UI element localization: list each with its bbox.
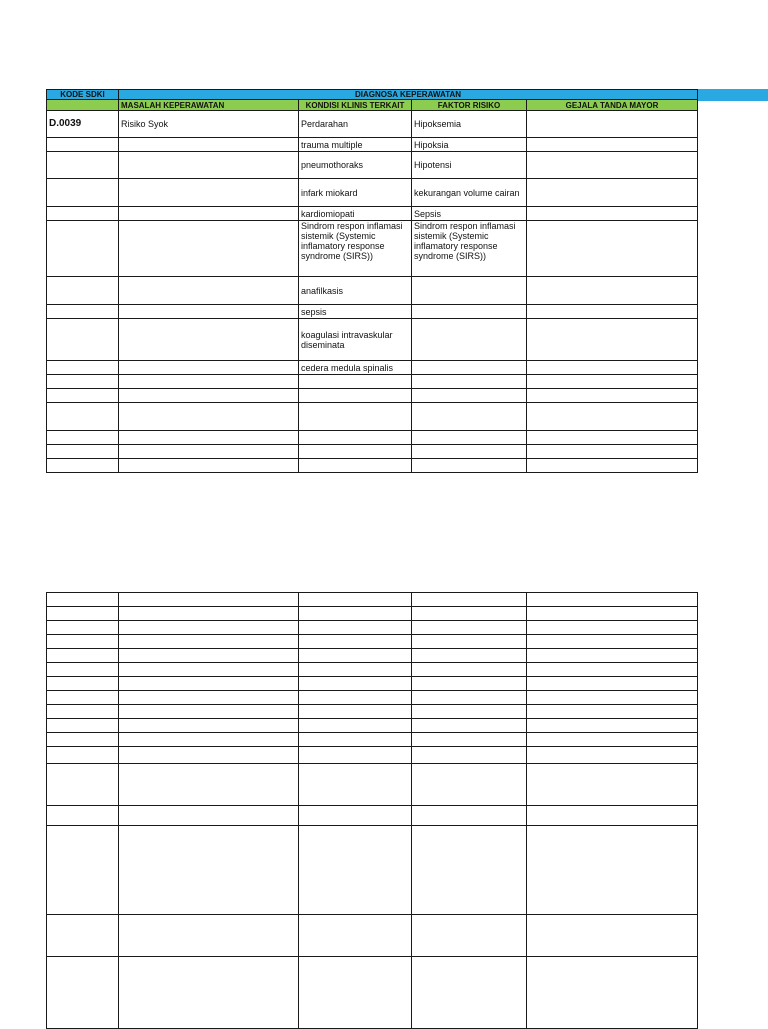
gejala-cell	[527, 152, 698, 179]
empty-cell	[412, 719, 527, 733]
empty-cell	[119, 593, 299, 607]
empty-cell	[119, 957, 299, 1029]
empty-cell	[299, 733, 412, 747]
kode-cell	[47, 361, 119, 375]
empty-cell	[119, 445, 299, 459]
empty-cell	[527, 663, 698, 677]
empty-cell	[527, 375, 698, 389]
empty-cell	[47, 764, 119, 806]
table-row	[47, 152, 698, 179]
empty-cell	[299, 826, 412, 915]
gejala-cell	[527, 179, 698, 207]
kondisi-cell: kardiomiopati	[299, 207, 412, 221]
empty-cell	[527, 719, 698, 733]
empty-cell	[299, 403, 412, 431]
faktor-cell: Hipoksemia	[412, 111, 527, 138]
masalah-header: MASALAH KEPERAWATAN	[119, 100, 299, 111]
empty-cell	[47, 691, 119, 705]
empty-cell	[119, 403, 299, 431]
empty-cell	[47, 431, 119, 445]
empty-grid-table	[46, 592, 698, 1029]
gejala-cell	[527, 111, 698, 138]
empty-cell	[47, 719, 119, 733]
empty-cell	[412, 459, 527, 473]
kode-cell	[47, 305, 119, 319]
kode-cell	[47, 319, 119, 361]
empty-cell	[527, 691, 698, 705]
gejala-cell	[527, 207, 698, 221]
empty-cell	[412, 915, 527, 957]
empty-row	[47, 764, 698, 806]
empty-cell	[119, 806, 299, 826]
masalah-cell	[119, 305, 299, 319]
empty-cell	[299, 677, 412, 691]
empty-cell	[299, 459, 412, 473]
empty-cell	[412, 747, 527, 764]
empty-cell	[412, 621, 527, 635]
empty-row	[47, 691, 698, 705]
kondisi-cell: cedera medula spinalis	[299, 361, 412, 375]
empty-cell	[47, 957, 119, 1029]
kondisi-cell: infark miokard	[299, 179, 412, 207]
empty-cell	[412, 445, 527, 459]
kode-cell	[47, 221, 119, 277]
empty-cell	[119, 705, 299, 719]
kondisi-cell: Perdarahan	[299, 111, 412, 138]
empty-row	[47, 431, 698, 445]
empty-row	[47, 957, 698, 1029]
empty-row	[47, 677, 698, 691]
empty-cell	[47, 403, 119, 431]
table-row	[47, 361, 698, 375]
empty-cell	[527, 649, 698, 663]
empty-cell	[47, 635, 119, 649]
empty-row	[47, 733, 698, 747]
masalah-cell	[119, 221, 299, 277]
empty-cell	[412, 403, 527, 431]
empty-cell	[299, 635, 412, 649]
empty-cell	[119, 459, 299, 473]
header-extension-bar	[697, 89, 768, 101]
table-row	[47, 277, 698, 305]
empty-cell	[47, 663, 119, 677]
empty-cell	[119, 649, 299, 663]
kondisi-header: KONDISI KLINIS TERKAIT	[299, 100, 412, 111]
empty-cell	[412, 764, 527, 806]
gejala-cell	[527, 305, 698, 319]
empty-row	[47, 403, 698, 431]
masalah-cell	[119, 361, 299, 375]
table-row	[47, 111, 698, 138]
empty-cell	[299, 445, 412, 459]
faktor-cell	[412, 305, 527, 319]
empty-cell	[527, 747, 698, 764]
empty-cell	[119, 719, 299, 733]
faktor-header: FAKTOR RISIKO	[412, 100, 527, 111]
empty-cell	[119, 691, 299, 705]
empty-row	[47, 806, 698, 826]
empty-cell	[412, 635, 527, 649]
empty-row	[47, 826, 698, 915]
kode-cell	[47, 138, 119, 152]
faktor-cell: Hipoksia	[412, 138, 527, 152]
empty-row	[47, 719, 698, 733]
kode-cell	[47, 179, 119, 207]
kondisi-cell: Sindrom respon inflamasi sistemik (Systemic inflamatory response syndrome (SIRS))	[299, 221, 412, 277]
table-row	[47, 207, 698, 221]
faktor-cell: Sepsis	[412, 207, 527, 221]
masalah-cell	[119, 152, 299, 179]
kode-cell	[47, 152, 119, 179]
empty-row	[47, 747, 698, 764]
empty-cell	[47, 459, 119, 473]
kode-sdki-header: KODE SDKI	[47, 90, 119, 100]
kondisi-cell: pneumothoraks	[299, 152, 412, 179]
empty-cell	[412, 733, 527, 747]
table-row	[47, 138, 698, 152]
table-row	[47, 221, 698, 277]
empty-cell	[412, 663, 527, 677]
empty-cell	[412, 593, 527, 607]
empty-cell	[47, 649, 119, 663]
gejala-cell	[527, 138, 698, 152]
empty-cell	[119, 375, 299, 389]
empty-cell	[47, 389, 119, 403]
empty-cell	[412, 705, 527, 719]
diagnosis-table	[46, 89, 698, 473]
empty-cell	[119, 747, 299, 764]
empty-row	[47, 915, 698, 957]
empty-cell	[119, 431, 299, 445]
empty-cell	[299, 915, 412, 957]
empty-cell	[412, 649, 527, 663]
masalah-cell	[119, 207, 299, 221]
empty-cell	[47, 806, 119, 826]
kode-cell	[47, 277, 119, 305]
empty-cell	[299, 431, 412, 445]
empty-cell	[47, 677, 119, 691]
kondisi-cell: trauma multiple	[299, 138, 412, 152]
empty-cell	[299, 705, 412, 719]
empty-cell	[527, 915, 698, 957]
empty-cell	[299, 719, 412, 733]
masalah-cell: Risiko Syok	[119, 111, 299, 138]
empty-row	[47, 445, 698, 459]
empty-cell	[527, 733, 698, 747]
empty-cell	[47, 705, 119, 719]
masalah-cell	[119, 179, 299, 207]
gejala-header: GEJALA TANDA MAYOR	[527, 100, 698, 111]
empty-cell	[299, 607, 412, 621]
empty-cell	[412, 431, 527, 445]
empty-cell	[527, 635, 698, 649]
header-row-2	[47, 100, 698, 111]
empty-cell	[412, 389, 527, 403]
empty-cell	[47, 915, 119, 957]
gejala-cell	[527, 221, 698, 277]
kondisi-cell: anafilkasis	[299, 277, 412, 305]
empty-cell	[527, 677, 698, 691]
empty-row	[47, 607, 698, 621]
empty-cell	[119, 764, 299, 806]
empty-cell	[47, 733, 119, 747]
empty-cell	[527, 445, 698, 459]
empty-cell	[412, 826, 527, 915]
header-blank-cell	[47, 100, 119, 111]
header-row-1	[47, 90, 698, 100]
empty-cell	[527, 459, 698, 473]
empty-row	[47, 621, 698, 635]
empty-cell	[527, 705, 698, 719]
faktor-cell	[412, 361, 527, 375]
empty-cell	[119, 621, 299, 635]
faktor-cell	[412, 319, 527, 361]
empty-cell	[412, 806, 527, 826]
empty-cell	[527, 764, 698, 806]
empty-cell	[47, 593, 119, 607]
empty-cell	[527, 403, 698, 431]
empty-cell	[299, 764, 412, 806]
masalah-cell	[119, 138, 299, 152]
empty-row	[47, 593, 698, 607]
gejala-cell	[527, 361, 698, 375]
kode-cell: D.0039	[47, 111, 119, 138]
table-row	[47, 305, 698, 319]
empty-cell	[527, 593, 698, 607]
empty-cell	[412, 691, 527, 705]
empty-row	[47, 649, 698, 663]
empty-cell	[119, 607, 299, 621]
empty-cell	[47, 621, 119, 635]
empty-cell	[47, 747, 119, 764]
empty-cell	[299, 663, 412, 677]
empty-cell	[412, 677, 527, 691]
empty-row	[47, 663, 698, 677]
empty-row	[47, 705, 698, 719]
table-row	[47, 179, 698, 207]
diagnosa-header: DIAGNOSA KEPERAWATAN	[119, 90, 698, 100]
empty-cell	[299, 389, 412, 403]
empty-cell	[527, 621, 698, 635]
kode-cell	[47, 207, 119, 221]
empty-cell	[299, 957, 412, 1029]
empty-cell	[412, 957, 527, 1029]
faktor-cell: kekurangan volume cairan	[412, 179, 527, 207]
masalah-cell	[119, 319, 299, 361]
empty-cell	[47, 826, 119, 915]
empty-cell	[119, 915, 299, 957]
empty-cell	[119, 389, 299, 403]
empty-cell	[527, 607, 698, 621]
kondisi-cell: sepsis	[299, 305, 412, 319]
empty-cell	[119, 677, 299, 691]
empty-cell	[527, 389, 698, 403]
empty-row	[47, 459, 698, 473]
empty-cell	[299, 621, 412, 635]
kondisi-cell: koagulasi intravaskular diseminata	[299, 319, 412, 361]
empty-cell	[119, 733, 299, 747]
empty-cell	[412, 375, 527, 389]
empty-cell	[119, 826, 299, 915]
empty-cell	[527, 431, 698, 445]
empty-cell	[527, 826, 698, 915]
faktor-cell: Hipotensi	[412, 152, 527, 179]
empty-cell	[299, 806, 412, 826]
table-row	[47, 319, 698, 361]
empty-cell	[299, 593, 412, 607]
masalah-cell	[119, 277, 299, 305]
empty-cell	[299, 649, 412, 663]
empty-cell	[299, 375, 412, 389]
empty-cell	[299, 691, 412, 705]
empty-cell	[299, 747, 412, 764]
empty-cell	[412, 607, 527, 621]
gejala-cell	[527, 277, 698, 305]
faktor-cell: Sindrom respon inflamasi sistemik (Systemic inflamatory response syndrome (SIRS))	[412, 221, 527, 277]
empty-cell	[527, 806, 698, 826]
empty-cell	[47, 375, 119, 389]
gejala-cell	[527, 319, 698, 361]
empty-cell	[47, 607, 119, 621]
empty-row	[47, 375, 698, 389]
empty-cell	[47, 445, 119, 459]
empty-cell	[119, 635, 299, 649]
faktor-cell	[412, 277, 527, 305]
empty-cell	[119, 663, 299, 677]
empty-row	[47, 389, 698, 403]
empty-row	[47, 635, 698, 649]
empty-cell	[527, 957, 698, 1029]
